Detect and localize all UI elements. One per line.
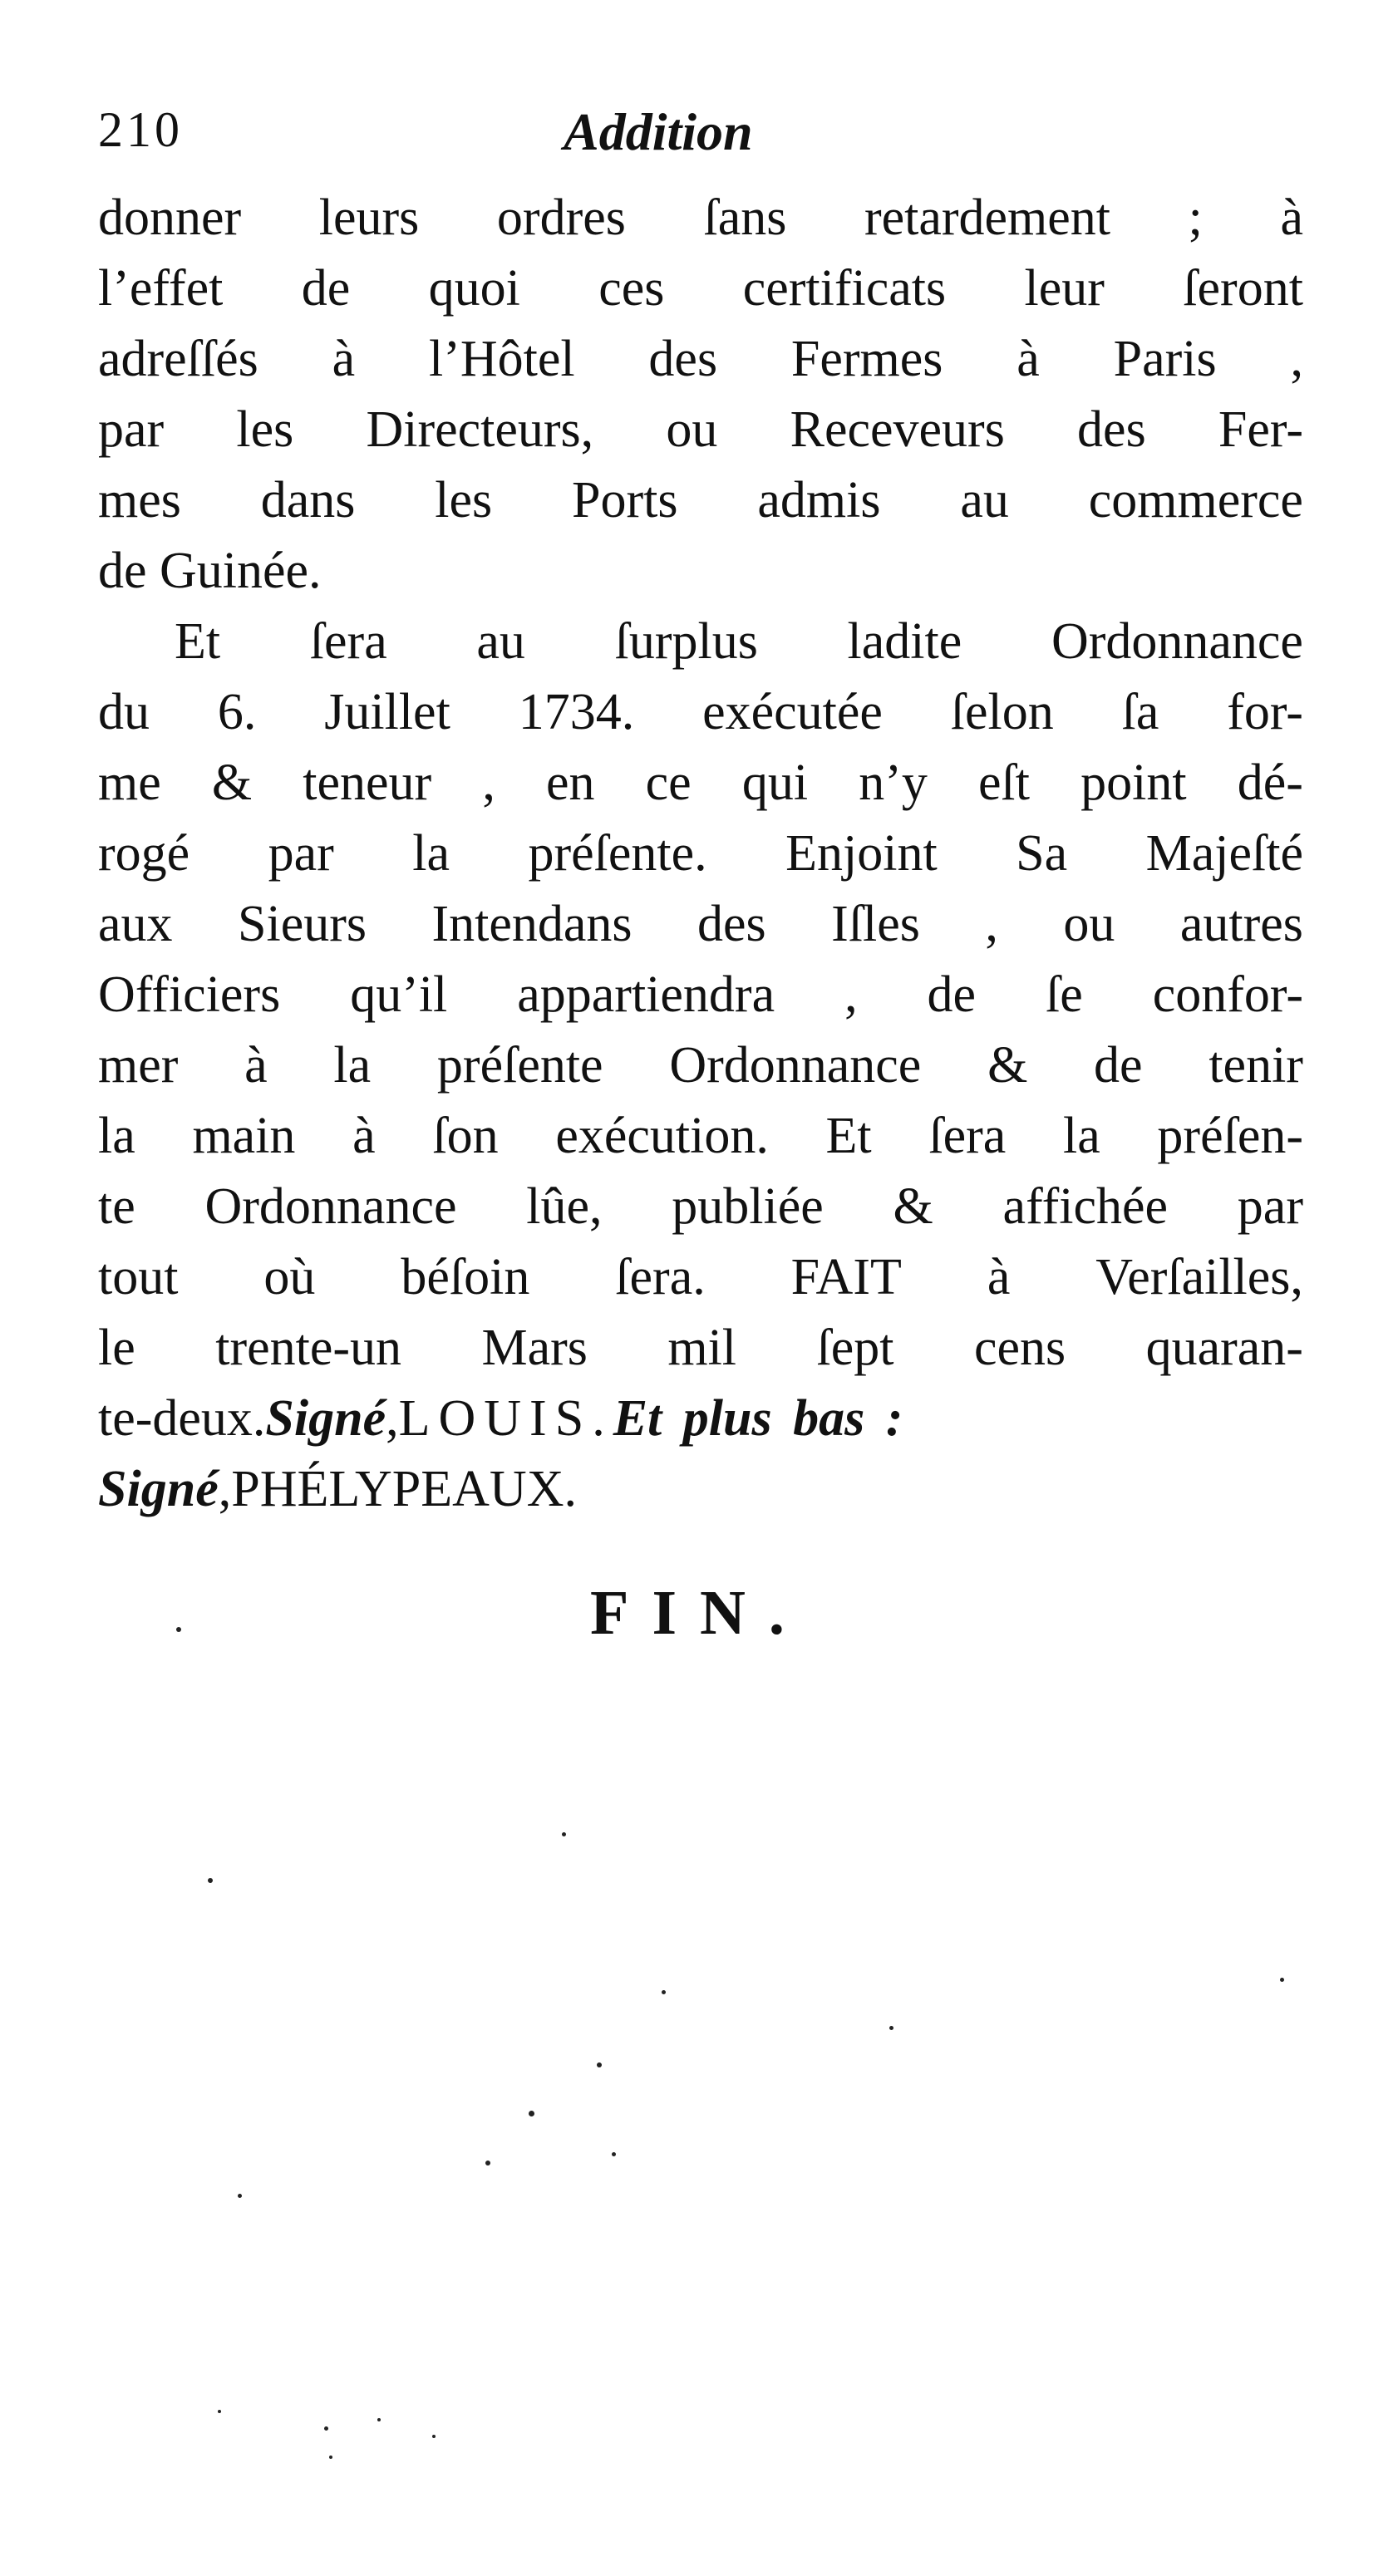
text-line-content [98,889,1303,960]
word: ſans [703,189,787,246]
word: au [476,613,525,670]
running-title: Addition [564,102,753,161]
word: ladite [847,613,962,670]
ink-speck [529,2111,534,2116]
word: n’y [859,755,928,811]
word: Iſles [831,896,920,952]
word: main [192,1108,296,1164]
word: par [268,825,334,882]
word: de [301,260,351,317]
word: , [1290,331,1303,387]
text-line-content [98,1172,1303,1242]
word: tenir [1208,1037,1303,1094]
word: mil [667,1320,737,1376]
word: , [985,896,998,952]
word: les [435,472,493,528]
word: préſente. [528,825,707,882]
word: Directeurs, [366,401,594,458]
word: à [1280,189,1303,246]
word: Fermes [790,331,943,387]
word: à [352,1108,376,1164]
word: des [697,896,766,952]
text-line-content [98,465,1303,536]
text-line-content [98,395,1303,465]
word: , [844,966,858,1023]
word: quoi [428,260,520,317]
text-line [98,183,1303,253]
word: leurs [318,189,420,246]
word: à [332,331,356,387]
word: Verſailles, [1095,1249,1303,1305]
word: qu’il [350,966,448,1023]
ink-speck [889,2026,893,2030]
word: dans [260,472,356,528]
word: Sieurs [238,896,367,952]
word: commerce [1088,472,1303,528]
minister-name: PHÉLYPEAUX. [231,1461,577,1517]
ink-speck [432,2435,436,2438]
text-line [98,395,1303,465]
word: dé- [1237,755,1303,811]
word: ; [1188,189,1203,246]
word: mer [98,1037,179,1094]
ink-speck [377,2418,381,2421]
word: Intendans [431,896,633,952]
word: point [1080,755,1187,811]
word: à [1017,331,1040,387]
word: ſurplus [614,613,758,670]
text-line [98,465,1303,536]
text-line-content [98,677,1303,748]
ink-speck [208,1878,213,1883]
word: ou [666,401,718,458]
text-line [98,819,1303,889]
word: ſon [432,1108,499,1164]
word: qui [741,755,809,811]
text-line [98,1101,1303,1172]
ink-speck [562,1832,566,1836]
word: ordres [496,189,626,246]
running-head [98,101,1312,168]
ink-speck [485,2161,490,2166]
word: ce [645,755,692,811]
word: Juillet [324,684,450,740]
word: quaran- [1145,1320,1303,1376]
word: me [98,755,161,811]
word: ou [1063,896,1115,952]
word: appartiendra [517,966,775,1023]
word: Et [175,613,221,670]
word: la [412,825,450,882]
word: Ordonnance [204,1178,457,1235]
word: Paris [1113,331,1217,387]
text-line-content: te-deux. [98,1390,266,1447]
word: ſelon [950,684,1054,740]
word: Enjoint [785,825,938,882]
text-line [98,536,1303,607]
word: du [98,684,150,740]
word: FAIT [790,1249,902,1305]
word: donner [98,189,242,246]
word: retardement [864,189,1111,246]
word: à [987,1249,1011,1305]
word: lûe, [526,1178,603,1235]
ink-speck [612,2152,616,2156]
word: de [1094,1037,1143,1094]
word: for- [1227,684,1303,740]
word: Fer- [1218,401,1303,458]
text-line [98,1030,1303,1101]
word: la [1062,1108,1100,1164]
ink-speck [662,1990,666,1994]
text-line [98,1242,1303,1313]
text-line-content [175,607,1303,677]
word: 1734. [518,684,635,740]
word: mes [98,472,181,528]
text-line-content: de Guinée. [98,543,322,599]
word: aux [98,896,173,952]
word: de [927,966,977,1023]
word: & [893,1178,933,1235]
word: Ports [572,472,678,528]
word: ſera [928,1108,1007,1164]
word: 6. [217,684,257,740]
word: béſoin [401,1249,530,1305]
word: cens [973,1320,1066,1376]
ink-speck [324,2426,328,2431]
word: autres [1179,896,1303,952]
body-text [98,183,1303,1525]
text-line [98,748,1303,819]
plus-bas-label: Et plus bas : [613,1390,903,1447]
signe-label: Signé [265,1390,386,1447]
word: exécution. [555,1108,769,1164]
text-line [98,889,1303,960]
word: affichée [1002,1178,1169,1235]
comma: , [218,1461,232,1517]
word: à [244,1037,268,1094]
word: , [482,755,495,811]
word: préſente [436,1037,603,1094]
word: trente-un [215,1320,401,1376]
text-line [98,1384,1303,1454]
word: au [960,472,1009,528]
word: ſept [816,1320,894,1376]
text-line [98,1313,1303,1384]
ink-speck [238,2194,242,2198]
ink-speck [597,2062,602,2067]
word: la [333,1037,372,1094]
word: en [545,755,595,811]
word: Officiers [98,966,281,1023]
word: le [98,1320,135,1376]
ink-speck [1280,1978,1284,1982]
text-line [98,253,1303,324]
text-line-content [98,1030,1303,1101]
fin-heading: FIN. [590,1578,808,1648]
word: Et [825,1108,872,1164]
text-line-content [98,324,1303,395]
signe-label: Signé [98,1461,219,1517]
word: leur [1024,260,1105,317]
word: ſeront [1183,260,1303,317]
text-line-content [98,819,1303,889]
word: ces [598,260,665,317]
word: Ordonnance [1051,613,1303,670]
word: rogé [98,825,190,882]
text-line-content [98,960,1303,1030]
word: des [648,331,718,387]
text-line [98,1454,1303,1525]
word: Majeſté [1145,825,1303,882]
word: confor- [1152,966,1303,1023]
word: préſen- [1157,1108,1303,1164]
text-line [98,324,1303,395]
text-line [98,677,1303,748]
word: Receveurs [790,401,1005,458]
ink-speck [176,1627,181,1632]
word: par [1237,1178,1303,1235]
word: ſa [1121,684,1159,740]
word: adreſſés [98,331,258,387]
word: ſera [309,613,387,670]
word: eſt [978,755,1030,811]
word: où [263,1249,316,1305]
word: certificats [742,260,947,317]
text-line [98,607,1303,677]
word: la [98,1108,135,1164]
word: ſe [1046,966,1083,1023]
text-line-content [98,748,1303,819]
word: l’effet [98,260,224,317]
word: tout [98,1249,179,1305]
word: teneur [303,755,432,811]
text-line-content [98,183,1303,253]
text-line-content [98,1101,1303,1172]
word: te [98,1178,135,1235]
word: Ordonnance [669,1037,922,1094]
ink-speck [329,2456,332,2459]
word: Sa [1016,825,1068,882]
word: l’Hôtel [428,331,575,387]
ink-speck [218,2410,221,2413]
page-number: 210 [98,102,183,157]
word: par [98,401,165,458]
word: Mars [481,1320,588,1376]
text-line-content [98,1313,1303,1384]
word: exécutée [702,684,883,740]
word: des [1077,401,1146,458]
word: admis [757,472,881,528]
text-line-content [98,1242,1303,1313]
word: publiée [672,1178,824,1235]
word: les [236,401,294,458]
text-line-content [98,253,1303,324]
word: & [987,1037,1028,1094]
word: ſera. [615,1249,706,1305]
word: & [211,755,253,811]
text-line [98,1172,1303,1242]
text-line [98,960,1303,1030]
king-name: LOUIS. [398,1390,613,1447]
comma: , [386,1390,399,1447]
